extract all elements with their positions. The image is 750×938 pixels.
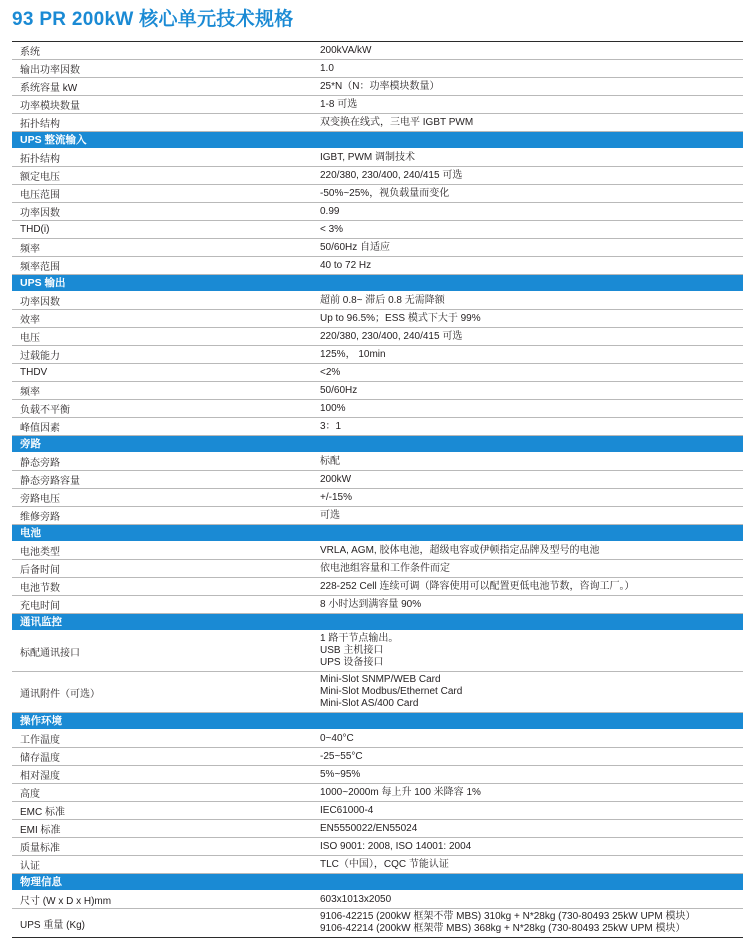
spec-value (315, 856, 743, 873)
spec-value (315, 542, 743, 559)
section-header: 通讯监控 (12, 614, 743, 631)
spec-value-line: 220/380, 230/400, 240/415 可选 (320, 330, 463, 342)
spec-value-line: 50/60Hz (320, 384, 358, 396)
spec-label: 频率范围 (20, 262, 60, 273)
spec-value-line: 9106-42214 (200kW 框架带 MBS) 368kg + N*28kg (730-80493 25kW UPM 模块） (320, 923, 686, 934)
spec-value (315, 221, 743, 238)
spec-label: 质量标准 (20, 843, 60, 854)
spec-row (12, 42, 743, 60)
spec-row (12, 909, 743, 938)
spec-value-line: 超前 0.8~ 滞后 0.8 无需降额 (320, 294, 445, 306)
spec-value-line: 1.0 (320, 62, 334, 74)
section-header: 电池 (12, 525, 743, 542)
spec-value (315, 489, 743, 506)
spec-row (12, 672, 743, 713)
spec-value (315, 257, 743, 274)
section-header: 操作环境 (12, 713, 743, 730)
spec-row (12, 596, 743, 614)
spec-row (12, 578, 743, 596)
spec-value-line: 0.99 (320, 205, 340, 217)
spec-value-line: Mini-Slot Modbus/Ethernet Card (320, 686, 463, 697)
spec-value (315, 167, 743, 184)
spec-value (315, 909, 743, 937)
spec-value-line: EN5550022/EN55024 (320, 822, 418, 834)
spec-label: 储存温度 (20, 753, 60, 764)
spec-value-line: 220/380, 230/400, 240/415 可选 (320, 169, 463, 181)
spec-row (12, 114, 743, 132)
spec-row (12, 185, 743, 203)
spec-row (12, 149, 743, 167)
spec-value-line: 1000~2000m 每上升 100 米降容 1% (320, 786, 481, 798)
spec-row (12, 203, 743, 221)
spec-label: 工作温度 (20, 735, 60, 746)
spec-row (12, 96, 743, 114)
spec-value-line: 1 路干节点输出。 (320, 633, 399, 644)
spec-value-line: -25~55°C (320, 750, 363, 762)
spec-row (12, 60, 743, 78)
spec-row (12, 364, 743, 382)
spec-label: 系统 (20, 47, 40, 58)
spec-label: 静态旁路容量 (20, 476, 80, 487)
spec-value-line: 200kW (320, 473, 352, 485)
spec-value-line: IGBT, PWM 调制技术 (320, 151, 415, 163)
spec-row (12, 292, 743, 310)
spec-label: 电池节数 (20, 583, 60, 594)
section-header: UPS 整流输入 (12, 132, 743, 149)
spec-label: 效率 (20, 315, 40, 326)
spec-value-line: Mini-Slot SNMP/WEB Card (320, 674, 441, 685)
spec-label: THDV (20, 367, 48, 378)
spec-row (12, 542, 743, 560)
spec-row (12, 820, 743, 838)
spec-value (315, 730, 743, 747)
spec-label: 高度 (20, 789, 40, 800)
spec-value-line: TLC（中国），CQC 节能认证 (320, 858, 449, 870)
spec-label: 功率因数 (20, 297, 60, 308)
spec-value-line: 0~40°C (320, 732, 354, 744)
spec-value-line: <2% (320, 366, 341, 378)
spec-label: 通讯附件（可选） (20, 688, 100, 700)
spec-value-line: VRLA, AGM, 胶体电池，超级电容或伊顿指定品牌及型号的电池 (320, 544, 600, 556)
spec-row (12, 784, 743, 802)
spec-row (12, 382, 743, 400)
spec-label: 功率模块数量 (20, 101, 80, 112)
spec-value-line: 9106-42215 (200kW 框架不带 MBS) 310kg + N*28kg (730-80493 25kW UPM 模块） (320, 911, 696, 922)
spec-label: 额定电压 (20, 172, 60, 183)
spec-label: 后备时间 (20, 565, 60, 576)
spec-row (12, 328, 743, 346)
spec-value (315, 203, 743, 220)
spec-value (315, 60, 743, 77)
section-header: 旁路 (12, 436, 743, 453)
spec-value-line: 8 小时达到满容量 90% (320, 598, 422, 610)
spec-value (315, 149, 743, 166)
spec-value (315, 453, 743, 470)
spec-label: 过载能力 (20, 351, 60, 362)
spec-value (315, 891, 743, 908)
section-header: UPS 输出 (12, 275, 743, 292)
spec-value (315, 185, 743, 202)
spec-value (315, 42, 743, 59)
spec-value-line: -50%~25%，视负载量而变化 (320, 187, 450, 199)
spec-value (315, 471, 743, 488)
spec-value (315, 310, 743, 327)
spec-value (315, 560, 743, 577)
spec-value (315, 596, 743, 613)
spec-label: 尺寸 (W x D x H)mm (20, 896, 112, 907)
spec-value (315, 820, 743, 837)
spec-value-line: 50/60Hz 自适应 (320, 241, 391, 253)
spec-label: 输出功率因数 (20, 65, 80, 76)
spec-value (315, 418, 743, 435)
spec-label: 拓扑结构 (20, 119, 60, 130)
spec-row (12, 891, 743, 909)
spec-value-line: 3：1 (320, 420, 342, 432)
spec-row (12, 730, 743, 748)
spec-value-line: 依电池组容量和工作条件而定 (320, 562, 450, 574)
spec-value (315, 748, 743, 765)
spec-value (315, 400, 743, 417)
spec-value (315, 802, 743, 819)
spec-label: 旁路电压 (20, 494, 60, 505)
spec-label: THD(i) (20, 224, 50, 235)
spec-row (12, 221, 743, 239)
spec-value (315, 672, 743, 712)
spec-value (315, 96, 743, 113)
spec-value-line: 100% (320, 402, 346, 414)
spec-value-line: UPS 设备接口 (320, 657, 384, 668)
spec-row (12, 418, 743, 436)
page-title: 93 PR 200kW 核心单元技术规格 (12, 9, 294, 30)
spec-value-line: 200kVA/kW (320, 44, 372, 56)
spec-value (315, 507, 743, 524)
spec-value-line: 40 to 72 Hz (320, 259, 372, 271)
spec-value-line: 25*N（N：功率模块数量） (320, 80, 440, 92)
spec-label: 系统容量 kW (20, 83, 78, 94)
spec-value-line: < 3% (320, 223, 344, 235)
spec-row (12, 239, 743, 257)
spec-value-line: 125%， 10min (320, 348, 386, 360)
spec-value-line: 可选 (320, 509, 340, 521)
spec-row (12, 802, 743, 820)
spec-label: 峰值因素 (20, 423, 60, 434)
spec-label: 标配通讯接口 (20, 647, 80, 659)
spec-value-line: +/-15% (320, 491, 352, 503)
spec-label: 静态旁路 (20, 458, 60, 469)
spec-row (12, 560, 743, 578)
spec-label: EMI 标准 (20, 825, 61, 836)
spec-row (12, 310, 743, 328)
spec-table (12, 41, 743, 938)
spec-value-line: ISO 9001: 2008, ISO 14001: 2004 (320, 840, 472, 852)
spec-value-line: 1-8 可选 (320, 98, 358, 110)
spec-row (12, 766, 743, 784)
spec-label: 频率 (20, 387, 40, 398)
spec-label: UPS 重量 (Kg) (20, 919, 86, 931)
spec-value (315, 838, 743, 855)
spec-value (315, 784, 743, 801)
spec-row (12, 856, 743, 874)
spec-value-line: Mini-Slot AS/400 Card (320, 698, 419, 709)
spec-label: 充电时间 (20, 601, 60, 612)
spec-value (315, 631, 743, 671)
section-header: 物理信息 (12, 874, 743, 891)
spec-row (12, 453, 743, 471)
spec-row (12, 346, 743, 364)
spec-row (12, 471, 743, 489)
spec-value-line: 603x1013x2050 (320, 893, 392, 905)
spec-value-line: 标配 (320, 455, 340, 467)
spec-value (315, 78, 743, 95)
spec-label: 电压 (20, 333, 40, 344)
spec-value (315, 328, 743, 345)
spec-label: EMC 标准 (20, 807, 65, 818)
spec-value (315, 766, 743, 783)
spec-label: 电池类型 (20, 547, 60, 558)
spec-label: 相对湿度 (20, 771, 60, 782)
spec-label: 电压范围 (20, 190, 60, 201)
spec-row (12, 507, 743, 525)
spec-value-line: USB 主机接口 (320, 645, 384, 656)
spec-label: 频率 (20, 244, 40, 255)
spec-value-line: 228-252 Cell 连续可调（降容使用可以配置更低电池节数，咨询工厂。） (320, 580, 635, 592)
spec-value-line: IEC61000-4 (320, 804, 374, 816)
spec-row (12, 748, 743, 766)
spec-row (12, 838, 743, 856)
spec-row (12, 167, 743, 185)
spec-label: 负载不平衡 (20, 405, 70, 416)
spec-label: 维修旁路 (20, 512, 60, 523)
spec-value-line: 5%~95% (320, 768, 361, 780)
spec-row (12, 257, 743, 275)
spec-value (315, 578, 743, 595)
spec-value (315, 292, 743, 309)
spec-label: 功率因数 (20, 208, 60, 219)
spec-row (12, 631, 743, 672)
spec-value-line: 双变换在线式，三电平 IGBT PWM (320, 116, 474, 128)
spec-value (315, 364, 743, 381)
spec-row (12, 78, 743, 96)
spec-value-line: Up to 96.5%；ESS 模式下大于 99% (320, 312, 481, 324)
spec-value (315, 239, 743, 256)
spec-value (315, 114, 743, 131)
spec-row (12, 489, 743, 507)
spec-row (12, 400, 743, 418)
spec-label: 认证 (20, 861, 40, 872)
spec-label: 拓扑结构 (20, 154, 60, 165)
spec-value (315, 382, 743, 399)
spec-value (315, 346, 743, 363)
